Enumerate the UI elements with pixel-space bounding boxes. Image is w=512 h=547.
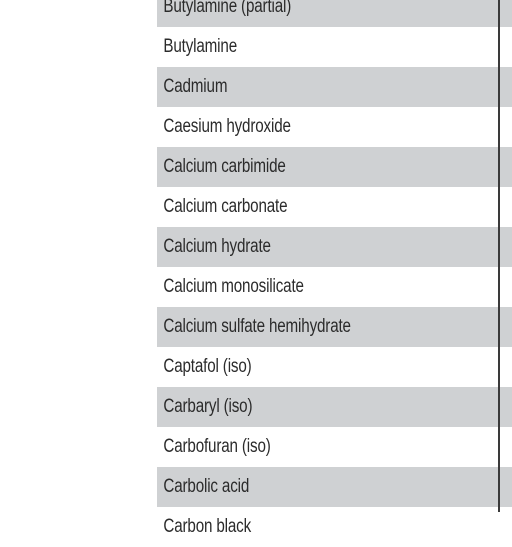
table-row	[157, 147, 512, 187]
table-row	[157, 107, 512, 147]
substance-name: Calcium sulfate hemihydrate	[163, 316, 351, 337]
table-row	[157, 467, 512, 507]
table-row	[157, 27, 512, 67]
table-row	[157, 267, 512, 307]
table-row	[157, 387, 512, 427]
table-row	[157, 187, 512, 227]
table-row	[157, 427, 512, 467]
table-row	[157, 0, 512, 27]
table-row	[157, 67, 512, 107]
substance-name: Butylamine (partial)	[163, 0, 292, 17]
substance-name: Carbaryl (iso)	[163, 396, 253, 417]
substance-name: Carbon black	[163, 516, 252, 537]
substance-name: Calcium hydrate	[163, 236, 271, 257]
substance-name: Calcium monosilicate	[163, 276, 304, 297]
substance-name: Caesium hydroxide	[163, 116, 291, 137]
substance-name: Calcium carbimide	[163, 156, 286, 177]
table-row	[157, 227, 512, 267]
substance-name: Butylamine	[163, 36, 237, 57]
table-row	[157, 307, 512, 347]
substance-name: Carbolic acid	[163, 476, 250, 497]
substance-name: Calcium carbonate	[163, 196, 288, 217]
substance-name: Cadmium	[163, 76, 228, 97]
table-row	[157, 507, 512, 547]
substance-name: Captafol (iso)	[163, 356, 252, 377]
column-divider	[498, 0, 500, 512]
substance-table	[157, 0, 512, 547]
substance-name: Carbofuran (iso)	[163, 436, 271, 457]
table-row	[157, 347, 512, 387]
